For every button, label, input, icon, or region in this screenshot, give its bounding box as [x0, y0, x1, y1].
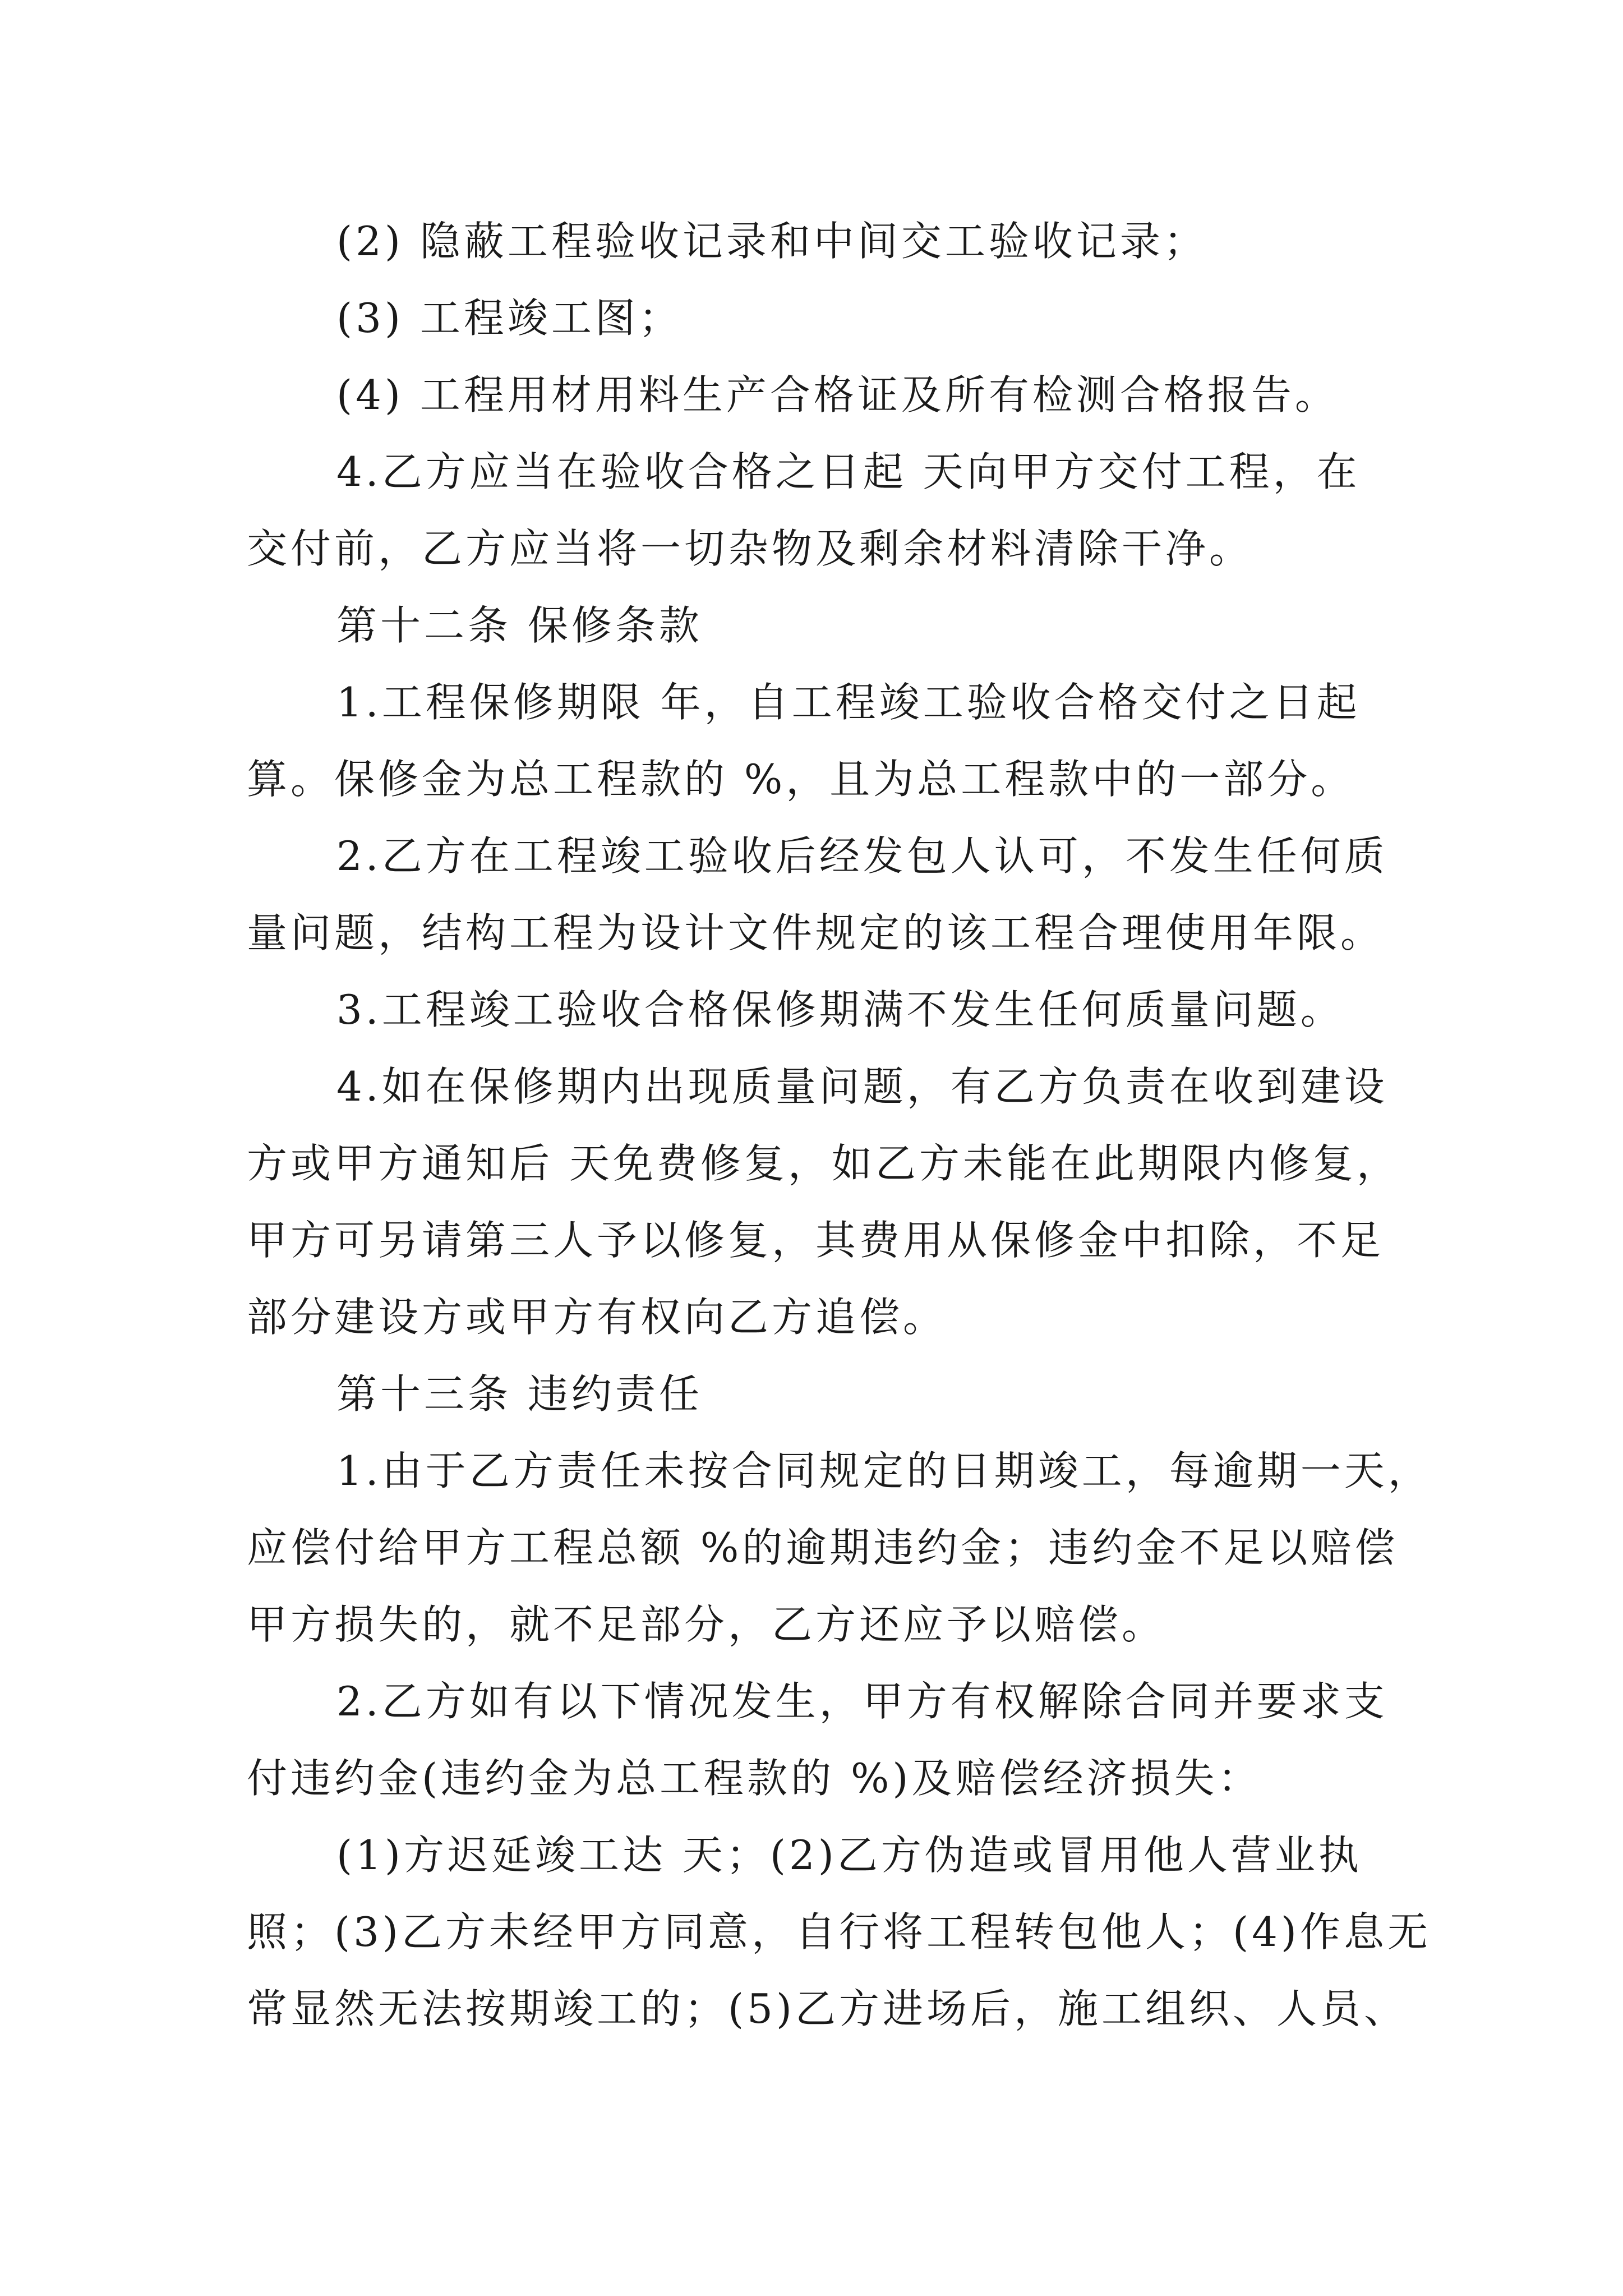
- section-heading: 第十三条 违约责任: [336, 1370, 703, 1418]
- document-line: 甲方可另请第三人予以修复，其费用从保修金中扣除，不足: [247, 1217, 1385, 1264]
- document-line: 2.乙方如有以下情况发生，甲方有权解除合同并要求支: [336, 1678, 1388, 1725]
- document-line: 1.由于乙方责任未按合同规定的日期竣工，每逾期一天，: [336, 1447, 1432, 1494]
- document-line: 方或甲方通知后 天免费修复，如乙方未能在此期限内修复，: [247, 1140, 1400, 1187]
- document-line: 算。保修金为总工程款的 %，且为总工程款中的一部分。: [247, 756, 1355, 803]
- document-line: 4.如在保修期内出现质量问题，有乙方负责在收到建设: [336, 1063, 1388, 1110]
- document-line: 交付前，乙方应当将一切杂物及剩余材料清除干净。: [247, 525, 1253, 572]
- document-line: (1)方迟延竣工达 天；(2)乙方伪造或冒用他人营业执: [336, 1832, 1362, 1879]
- document-line: 4.乙方应当在验收合格之日起 天向甲方交付工程，在: [336, 448, 1361, 495]
- document-line: (3) 工程竣工图；: [336, 295, 683, 342]
- document-line: 2.乙方在工程竣工验收后经发包人认可，不发生任何质: [336, 832, 1388, 880]
- document-line: 1.工程保修期限 年，自工程竣工验收合格交付之日起: [336, 679, 1361, 726]
- document-line: 常显然无法按期竣工的；(5)乙方进场后，施工组织、人员、: [247, 1985, 1408, 2032]
- document-line: 3.工程竣工验收合格保修期满不发生任何质量问题。: [336, 986, 1344, 1033]
- document-line: 照；(3)乙方未经甲方同意，自行将工程转包他人；(4)作息无: [247, 1908, 1431, 1955]
- document-line: 应偿付给甲方工程总额 %的逾期违约金；违约金不足以赔偿: [247, 1524, 1399, 1571]
- section-heading: 第十二条 保修条款: [336, 602, 703, 649]
- document-line: (2) 隐蔽工程验收记录和中间交工验收记录；: [336, 218, 1207, 265]
- document-line: 部分建设方或甲方有权向乙方追偿。: [247, 1294, 947, 1341]
- document-line: 付违约金(违约金为总工程款的 %)及赔偿经济损失：: [247, 1755, 1262, 1802]
- document-line: 量问题，结构工程为设计文件规定的该工程合理使用年限。: [247, 909, 1385, 956]
- document-line: (4) 工程用材用料生产合格证及所有检测合格报告。: [336, 371, 1339, 418]
- document-line: 甲方损失的，就不足部分，乙方还应予以赔偿。: [247, 1601, 1166, 1648]
